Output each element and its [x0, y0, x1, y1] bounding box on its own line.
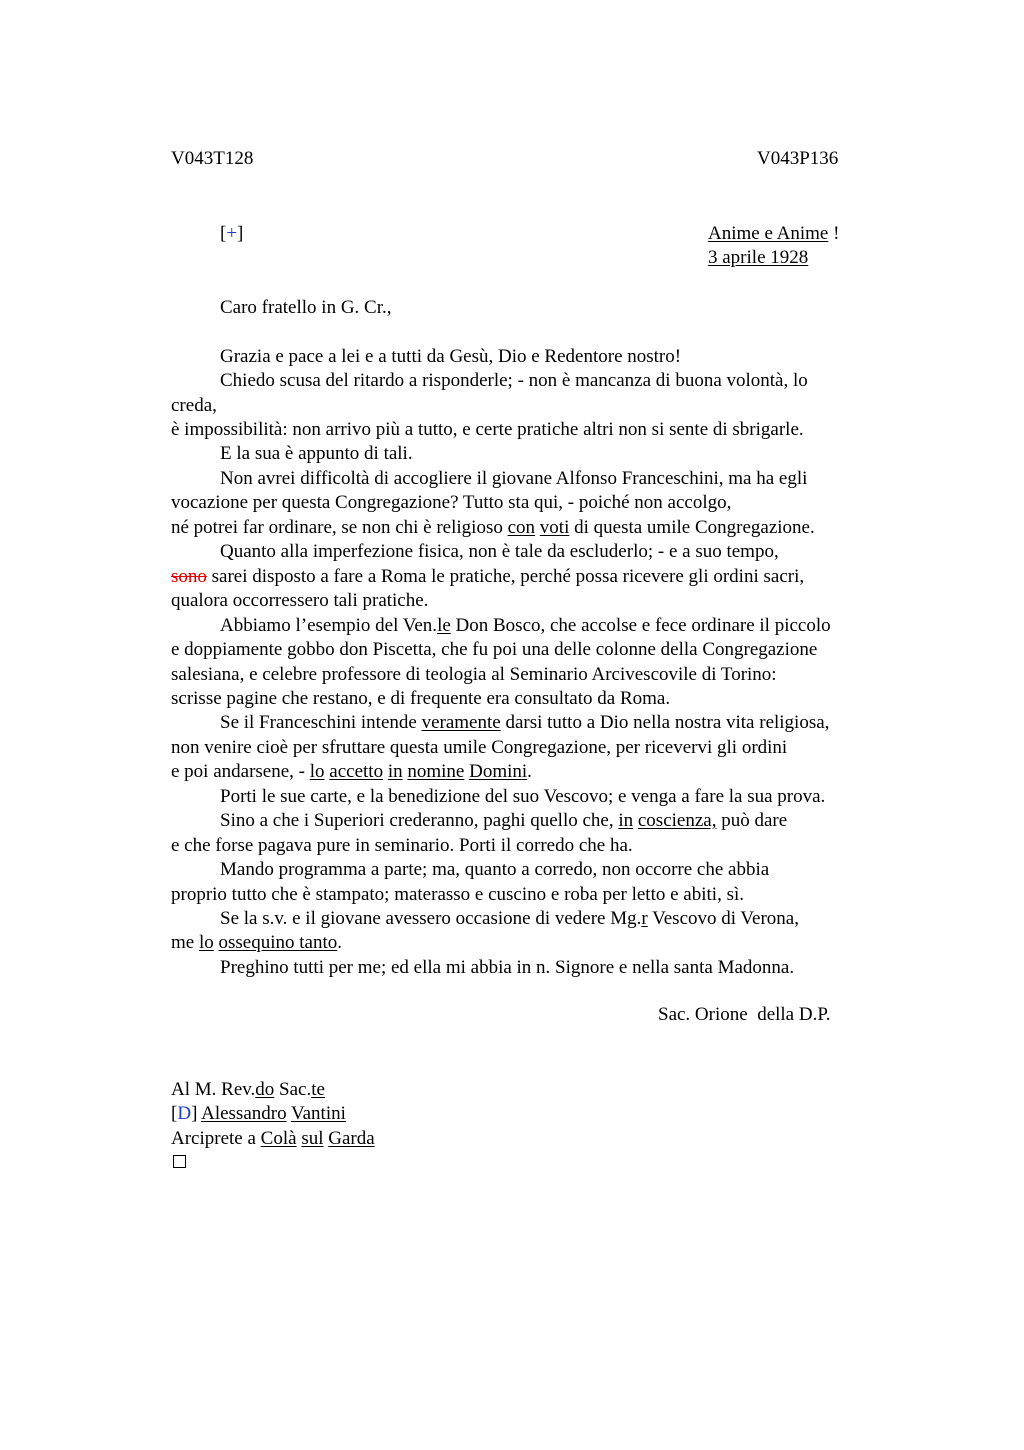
- body-line: me lo ossequino tanto.: [171, 932, 342, 953]
- body-line: Abbiamo l’esempio del Ven.le Don Bosco, che accolse e fece ordinare il piccolo: [220, 615, 831, 636]
- letter-heading-title: Anime e Anime !: [708, 223, 840, 244]
- body-line: Grazia e pace a lei e a tutti da Gesù, Dio e Redentore nostro!: [220, 346, 682, 367]
- body-line: qualora occorressero tali pratiche.: [171, 590, 429, 611]
- body-line: Quanto alla imperfezione fisica, non è tale da escluderlo; - e a suo tempo,: [220, 541, 779, 562]
- body-line: non venire cioè per sfruttare questa umile Congregazione, per ricevervi gli ordini: [171, 737, 788, 758]
- salutation: Caro fratello in G. Cr.,: [220, 297, 392, 318]
- body-line: Preghino tutti per me; ed ella mi abbia in n. Signore e nella santa Madonna.: [220, 957, 795, 978]
- signature: Sac. Orione della D.P.: [658, 1004, 831, 1025]
- body-line: Chiedo scusa del ritardo a risponderle; - non è mancanza di buona volontà, lo: [220, 370, 808, 391]
- body-line: né potrei far ordinare, se non chi è religioso con voti di questa umile Congregazione.: [171, 517, 815, 538]
- address-line: Arciprete a Colà sul Garda: [171, 1128, 375, 1149]
- body-line: e che forse pagava pure in seminario. Porti il corredo che ha.: [171, 835, 633, 856]
- body-line: Se la s.v. e il giovane avessero occasione di vedere Mg.r Vescovo di Verona,: [220, 908, 799, 929]
- struck-word: sono: [171, 566, 207, 587]
- body-line: Sino a che i Superiori crederanno, paghi quello che, in coscienza, può dare: [220, 810, 788, 831]
- body-line: Mando programma a parte; ma, quanto a corredo, non occorre che abbia: [220, 859, 770, 880]
- body-line: proprio tutto che è stampato; materasso e cuscino e roba per letto e abiti, sì.: [171, 884, 744, 905]
- d-mark: D: [177, 1103, 192, 1124]
- body-line: scrisse pagine che restano, e di frequente era consultato da Roma.: [171, 688, 671, 709]
- body-line: salesiana, e celebre professore di teologia al Seminario Arcivescovile di Torino:: [171, 664, 777, 685]
- body-line: Non avrei difficoltà di accogliere il giovane Alfonso Franceschini, ma ha egli: [220, 468, 808, 489]
- body-line: e poi andarsene, - lo accetto in nomine Domini.: [171, 761, 532, 782]
- body-line: sono sarei disposto a fare a Roma le pratiche, perché possa ricevere gli ordini sacri,: [171, 566, 805, 587]
- address-line: Al M. Rev.do Sac.te: [171, 1079, 325, 1100]
- body-line: e doppiamente gobbo don Piscetta, che fu poi una delle colonne della Congregazione: [171, 639, 818, 660]
- cross-mark: [+]: [220, 223, 244, 244]
- body-line: Se il Franceschini intende veramente darsi tutto a Dio nella nostra vita religiosa,: [220, 712, 830, 733]
- body-line: Porti le sue carte, e la benedizione del suo Vescovo; e venga a fare la sua prova.: [220, 786, 826, 807]
- body-line: creda,: [171, 395, 217, 416]
- letter-date: 3 aprile 1928: [708, 247, 809, 268]
- body-line: E la sua è appunto di tali.: [220, 443, 413, 464]
- address-line: [D] Alessandro Vantini: [171, 1103, 346, 1124]
- document-code-right: V043P136: [757, 148, 839, 169]
- body-line: è impossibilità: non arrivo più a tutto, e certe pratiche altri non si sente di sbrigarle.: [171, 419, 804, 440]
- document-code-left: V043T128: [171, 148, 254, 169]
- checkbox-square-icon: [173, 1152, 186, 1174]
- cross-symbol: +: [226, 223, 238, 244]
- body-line: vocazione per questa Congregazione? Tutto sta qui, - poiché non accolgo,: [171, 492, 732, 513]
